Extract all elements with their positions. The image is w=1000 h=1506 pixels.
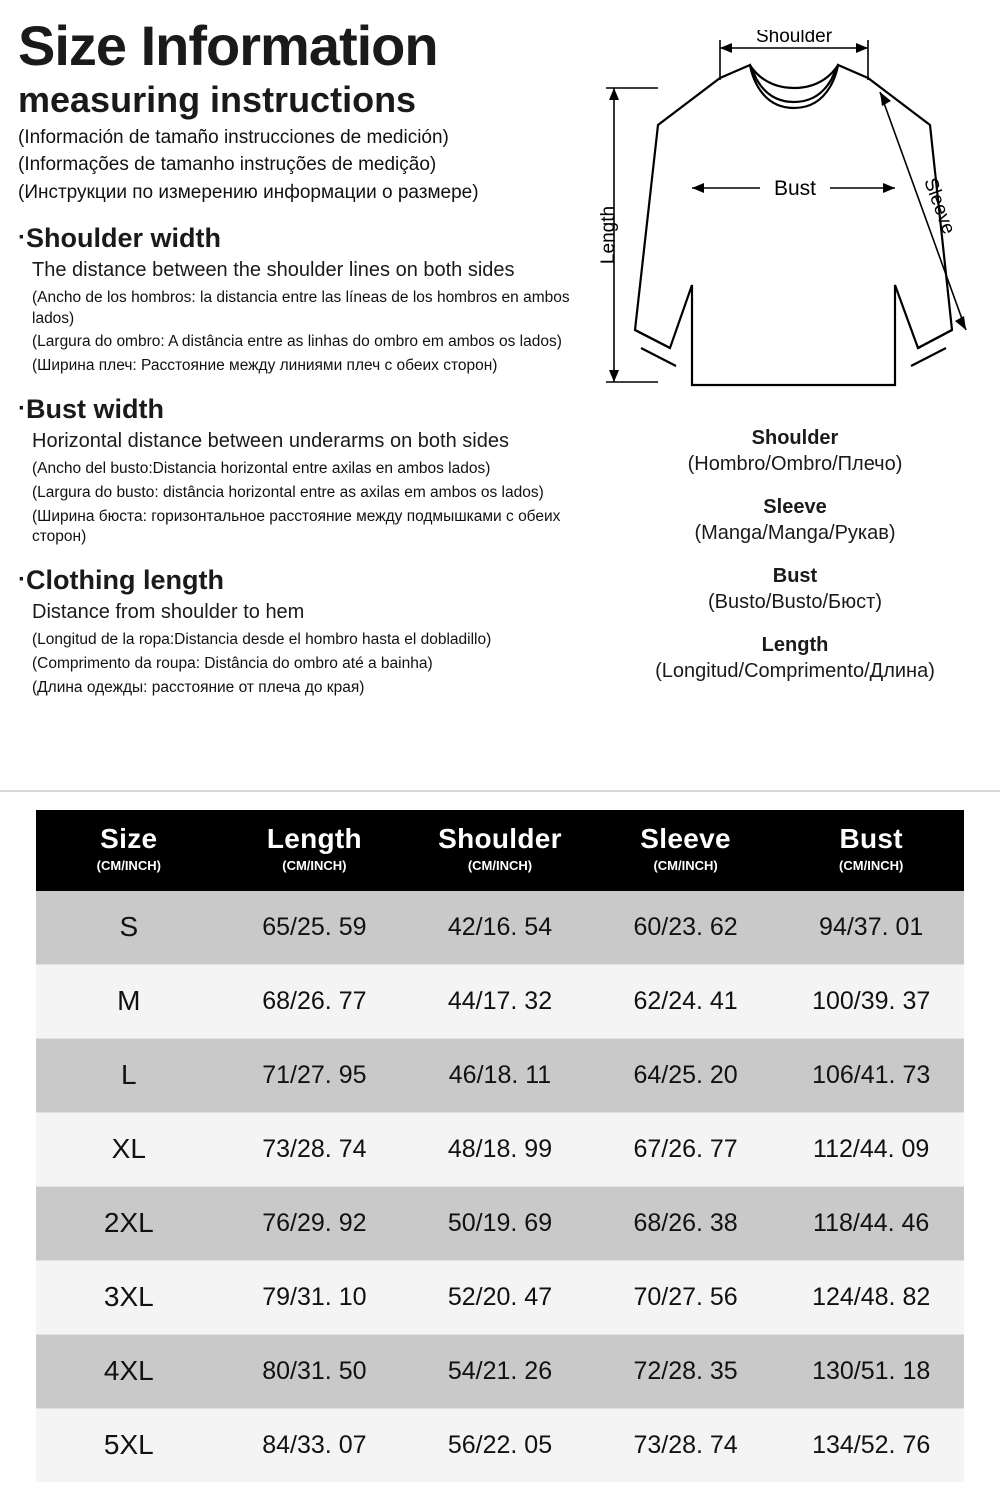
column-header-label: Length	[266, 823, 362, 854]
cell-bust: 94/37. 01	[778, 891, 964, 965]
section-clothing-length	[18, 564, 598, 698]
garment-diagram	[600, 30, 990, 430]
cell-length: 71/27. 95	[222, 1038, 408, 1112]
size-table-section	[0, 790, 1000, 1506]
section-heading	[18, 564, 598, 596]
section-description: The distance between the shoulder lines on both sides	[32, 258, 515, 281]
table-row	[36, 1260, 964, 1334]
section-translation-pt: (Comprimento da roupa: Distância do ombro até a bainha)	[32, 654, 433, 672]
cell-shoulder: 50/19. 69	[407, 1186, 593, 1260]
cell-length: 79/31. 10	[222, 1260, 408, 1334]
section-translation-es: (Longitud de la ropa:Distancia desde el hombro hasta el dobladillo)	[32, 630, 492, 648]
cell-shoulder: 54/21. 26	[407, 1334, 593, 1408]
cell-shoulder: 56/22. 05	[447, 1430, 553, 1459]
column-header-label: Bust	[839, 823, 903, 854]
column-header-unit: (CM/INCH)	[96, 857, 161, 873]
cell-size: 4XL	[36, 1334, 222, 1408]
page-subtitle: measuring instructions	[18, 79, 417, 120]
diagram-label-sleeve: Sleeve	[919, 175, 959, 238]
column-header-bust	[778, 810, 964, 891]
legend	[600, 425, 990, 701]
table-row	[36, 1334, 964, 1408]
legend-translation: (Manga/Manga/Рукав)	[694, 522, 896, 544]
column-header-label: Sleeve	[640, 823, 731, 854]
cell-size: XL	[36, 1112, 222, 1186]
column-header-sleeve	[593, 810, 779, 891]
cell-sleeve: 62/24. 41	[593, 964, 779, 1038]
section-translation-ru: (Длина одежды: расстояние от плеча до края)	[32, 678, 365, 696]
legend-item-bust	[600, 563, 990, 616]
cell-bust: 130/51. 18	[778, 1334, 964, 1408]
bullet-icon: ·	[18, 224, 26, 252]
section-translation-es: (Ancho de los hombros: la distancia entre las líneas de los hombros en ambos lados)	[32, 288, 570, 327]
legend-item-length	[600, 632, 990, 685]
cell-size: L	[36, 1038, 222, 1112]
bullet-icon: ·	[18, 566, 26, 594]
cell-sleeve: 70/27. 56	[593, 1260, 779, 1334]
cell-length: 80/31. 50	[222, 1334, 408, 1408]
cell-sleeve: 73/28. 74	[633, 1430, 738, 1459]
table-header-row	[36, 810, 964, 891]
table-row	[36, 1186, 964, 1260]
header-translation-pt: (Informações de tamanho instruções de medição)	[18, 154, 437, 176]
cell-length: 76/29. 92	[222, 1186, 408, 1260]
instructions-column	[18, 14, 598, 702]
cell-bust: 100/39. 37	[778, 964, 964, 1038]
cell-bust: 106/41. 73	[778, 1038, 964, 1112]
table-row	[36, 1408, 964, 1482]
column-header-label: Shoulder	[438, 823, 562, 854]
cell-shoulder: 44/17. 32	[407, 964, 593, 1038]
section-description: Distance from shoulder to hem	[32, 600, 305, 623]
section-translation-pt: (Largura do busto: distância horizontal entre as axilas em ambos os lados)	[32, 483, 544, 501]
table-row	[36, 1038, 964, 1112]
section-shoulder-width	[18, 222, 598, 377]
section-heading-text: Bust width	[26, 394, 164, 425]
column-header-shoulder	[407, 810, 593, 891]
column-header-size	[36, 810, 222, 891]
cell-bust: 112/44. 09	[778, 1112, 964, 1186]
section-translation-ru: (Ширина бюста: горизонтальное расстояние между подмышками с обеих сторон)	[32, 507, 561, 546]
cell-length: 73/28. 74	[222, 1112, 408, 1186]
legend-label: Sleeve	[763, 496, 827, 518]
column-header-length	[222, 810, 408, 891]
legend-item-sleeve	[600, 494, 990, 547]
header-translation-es: (Información de tamaño instrucciones de medición)	[18, 126, 449, 148]
cell-sleeve: 72/28. 35	[593, 1334, 779, 1408]
legend-label: Length	[761, 634, 829, 656]
diagram-label-bust: Bust	[773, 177, 817, 200]
cell-length: 84/33. 07	[262, 1430, 367, 1459]
cell-length: 65/25. 59	[222, 891, 408, 965]
cell-sleeve: 67/26. 77	[593, 1112, 779, 1186]
column-header-unit: (CM/INCH)	[839, 857, 904, 873]
section-heading	[18, 393, 598, 425]
column-header-unit: (CM/INCH)	[467, 857, 533, 873]
header-translation-ru: (Инструкции по измерению информации о размере)	[18, 181, 479, 203]
cell-shoulder: 46/18. 11	[407, 1038, 593, 1112]
section-bust-width	[18, 393, 598, 548]
cell-size: 2XL	[36, 1186, 222, 1260]
legend-translation: (Busto/Busto/Бюст)	[707, 591, 882, 613]
section-heading	[18, 222, 598, 254]
diagram-label-shoulder: Shoulder	[755, 30, 833, 47]
table-row	[36, 1112, 964, 1186]
cell-length: 68/26. 77	[222, 964, 408, 1038]
legend-label: Bust	[772, 565, 818, 587]
legend-item-shoulder	[600, 425, 990, 478]
cell-bust: 118/44. 46	[778, 1186, 964, 1260]
table-row	[36, 891, 964, 965]
cell-size: 3XL	[36, 1260, 222, 1334]
cell-sleeve: 64/25. 20	[593, 1038, 779, 1112]
section-heading-text: Clothing length	[26, 565, 224, 596]
section-translation-ru: (Ширина плеч: Расстояние между линиями плеч с обеих сторон)	[32, 357, 498, 375]
column-header-label: Size	[100, 823, 158, 854]
column-header-unit: (CM/INCH)	[282, 857, 347, 873]
cell-sleeve: 68/26. 38	[593, 1186, 779, 1260]
cell-shoulder: 48/18. 99	[407, 1112, 593, 1186]
legend-translation: (Hombro/Ombro/Плечо)	[687, 453, 903, 475]
legend-translation: (Longitud/Comprimento/Длина)	[655, 660, 935, 682]
cell-size: 5XL	[103, 1429, 154, 1461]
cell-size: M	[36, 964, 222, 1038]
diagram-label-length: Length	[600, 205, 619, 265]
cell-sleeve: 60/23. 62	[593, 891, 779, 965]
cell-size: S	[36, 891, 222, 965]
size-table	[36, 810, 964, 1482]
cell-shoulder: 52/20. 47	[407, 1260, 593, 1334]
table-row	[36, 964, 964, 1038]
cell-bust: 134/52. 76	[812, 1430, 931, 1459]
table-header	[36, 810, 964, 891]
bullet-icon: ·	[18, 395, 26, 423]
cell-bust: 124/48. 82	[778, 1260, 964, 1334]
column-header-unit: (CM/INCH)	[653, 857, 718, 873]
section-translation-es: (Ancho del busto:Distancia horizontal entre axilas en ambos lados)	[32, 459, 491, 477]
cell-shoulder: 42/16. 54	[407, 891, 593, 965]
section-translation-pt: (Largura do ombro: A distância entre as linhas do ombro em ambos os lados)	[32, 333, 562, 351]
legend-label: Shoulder	[751, 427, 839, 449]
section-heading-text: Shoulder width	[26, 223, 221, 254]
section-description: Horizontal distance between underarms on both sides	[32, 429, 509, 452]
page-title: Size Information	[18, 14, 438, 77]
table-body	[36, 891, 964, 1482]
